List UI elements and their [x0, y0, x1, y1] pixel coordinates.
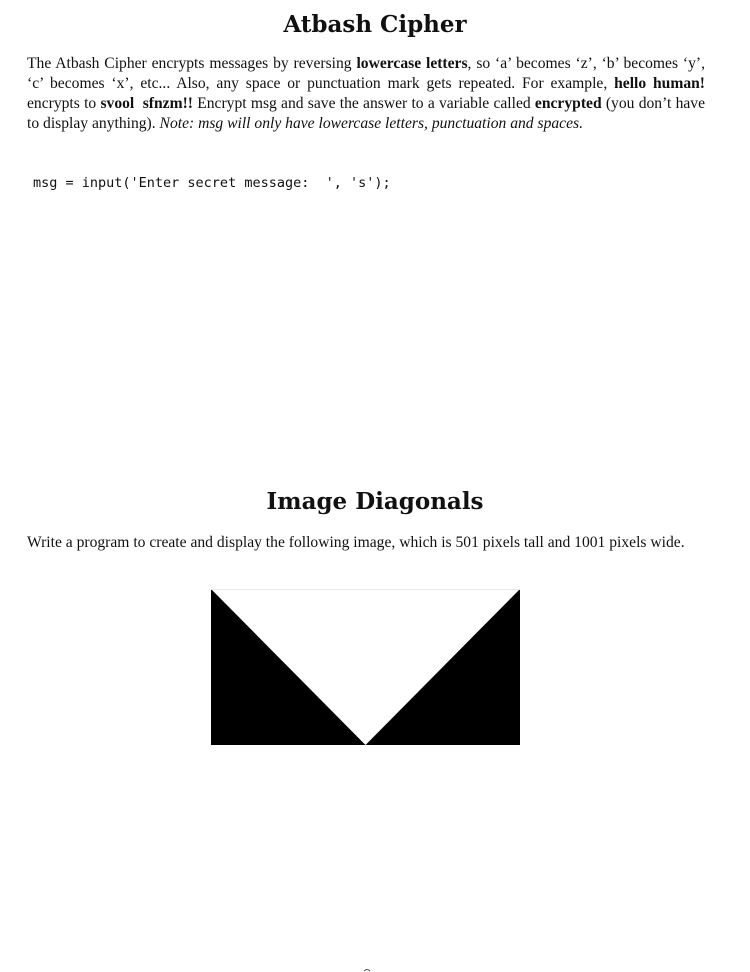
atbash-desc-text-1: The Atbash Cipher encrypts messages by reversing	[27, 55, 357, 72]
atbash-desc-text-5: (you don’t have to display anything).	[27, 95, 706, 132]
atbash-desc-text-4: Encrypt msg and save the answer to a variable called	[192, 95, 535, 112]
atbash-desc-text-2: , so ‘a’ becomes ‘z’, ‘b’ becomes ‘y’, ‘c’ becomes ‘x’, etc... Also, any space or punctuation mark gets repeated. For example,	[27, 55, 705, 92]
atbash-desc-bold-example-output: svool sfnzm!!	[100, 95, 193, 112]
atbash-desc-text-3: encrypts to	[27, 95, 101, 112]
atbash-desc-bold-variable-name: encrypted	[534, 95, 602, 112]
atbash-desc-bold-example-input: hello human!	[614, 75, 705, 92]
diagonal-image-svg	[211, 589, 520, 745]
diagonals-description: Write a program to create and display the following image, which is 501 pixels tall and 1001 pixels wide.	[27, 534, 685, 551]
atbash-starter-code: msg = input('Enter secret message: ', 's');	[33, 175, 391, 191]
atbash-desc-note: Note: msg will only have lowercase letters, punctuation and spaces.	[159, 115, 583, 132]
section-title-atbash-cipher: Atbash Cipher	[283, 11, 467, 38]
diagonal-image-figure	[211, 589, 520, 745]
section-title-image-diagonals: Image Diagonals	[266, 488, 484, 515]
atbash-desc-bold-lowercase-letters: lowercase letters	[356, 55, 468, 72]
atbash-description	[27, 54, 705, 134]
page-number-fragment	[362, 962, 372, 972]
